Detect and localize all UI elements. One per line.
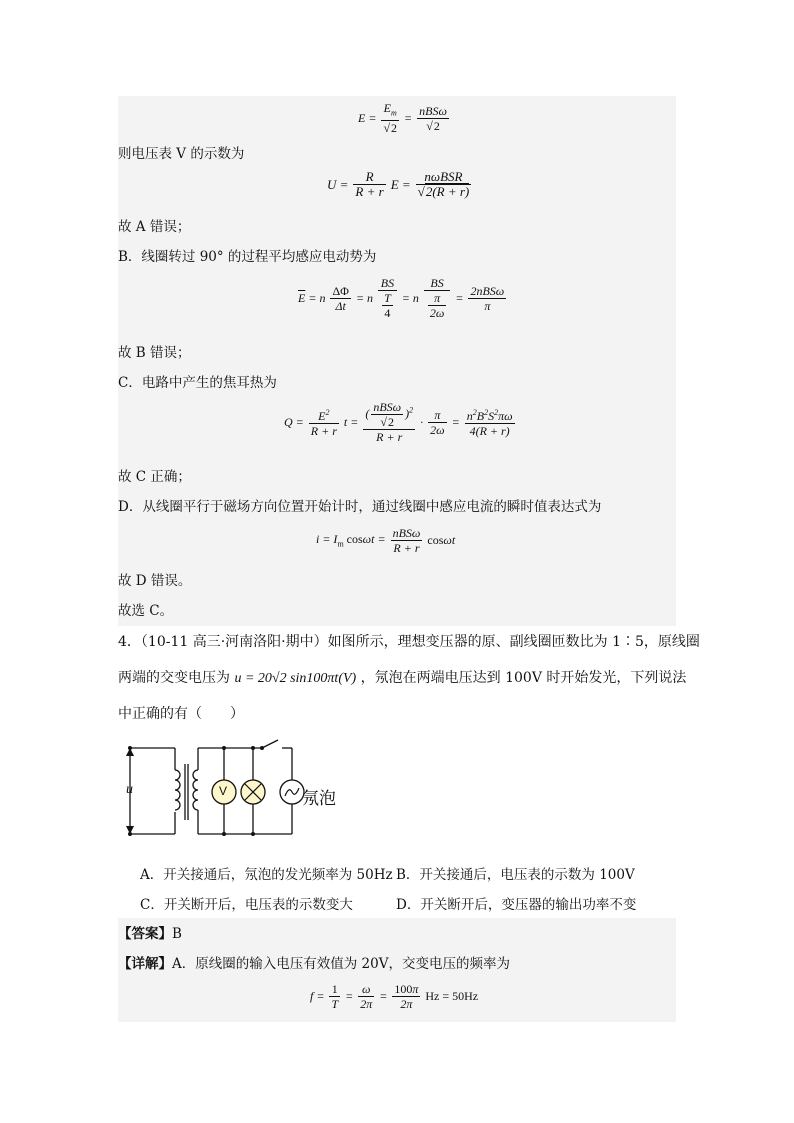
- formula-average-emf: $\overline{E}$ = n $\frac{\Delta\Phi}{\Delta t}$ = n $\frac{BS}{\frac{T}{4}}$ = n $\frac{BS}{\frac{\pi}{2\omega}}$ = $\frac{\text{2nBSω}}{\pi}$: [298, 276, 505, 320]
- answer-line: [118, 925, 182, 943]
- choose-text: 故选 C。: [118, 603, 174, 619]
- question-line-1: 4．（10-11 高三·河南洛阳·期中）如图所示，理想变压器的原、副线圈匝数比为 1∶5，原线圈: [118, 634, 700, 650]
- option-d: D．开关断开后，变压器的输出功率不变: [396, 897, 637, 913]
- option-b: B．开关接通后，电压表的示数为 100V: [396, 867, 635, 883]
- figure-neon-label: 氖泡: [302, 789, 336, 809]
- formula-E-effective: E = $\frac{E_m}{√2}$ = $\frac{\text{nBSω}}{√2}$: [358, 101, 447, 136]
- detail-line: [118, 955, 510, 973]
- formula-frequency: f = $\frac{1}{T}$ = $\frac{\omega}{2\pi}$ = $\frac{100\pi}{2\pi}$ Hz = 50Hz: [310, 982, 479, 1011]
- figure-voltmeter-label: V: [219, 784, 228, 798]
- question-line-2-pre: 两端的交变电压为: [118, 670, 230, 686]
- question-line-2: [118, 668, 686, 689]
- detail-label: 【详解】: [118, 956, 172, 972]
- formula-U: U = $\frac{R}{R + r}$ E = $\frac{\text{nωBSR}}{√2(R + r)}$: [327, 169, 470, 199]
- formula-joule-heat: Q = $\frac{E^2}{R + r}$ t = ( $\frac{\text{nBSω}}{√2}$ )$^2$ R + r · $\frac{\pi}{2\omega}$ = $\frac{n^2B^2S^2\pi\omega}{4(R + r)}$: [284, 400, 513, 444]
- formula-instant-current: $i = I_m$ cosωt = $\frac{\text{nBSω}}{R + r}$ cosωt: [316, 526, 456, 555]
- question-line-2-post: ，氖泡在两端电压达到 100V 时开始发光，下列说法: [360, 670, 687, 686]
- answer-label: 【答案】: [118, 926, 172, 942]
- d-intro-text: D．从线圈平行于磁场方向位置开始计时，通过线圈中感应电流的瞬时值表达式为: [118, 499, 602, 515]
- voltmeter-intro-text: 则电压表 V 的示数为: [118, 146, 245, 162]
- answer-value: B: [172, 926, 182, 942]
- d-wrong-text: 故 D 错误。: [118, 573, 192, 589]
- b-intro-text: B．线圈转过 90° 的过程平均感应电动势为: [118, 249, 377, 265]
- c-right-text: 故 C 正确；: [118, 469, 191, 485]
- b-wrong-text: 故 B 错误；: [118, 345, 191, 361]
- a-wrong-text: 故 A 错误；: [118, 219, 191, 235]
- question-line-3: 中正确的有（ ）: [118, 706, 244, 722]
- option-a: A．开关接通后，氖泡的发光频率为 50Hz: [140, 867, 393, 883]
- c-intro-text: C．电路中产生的焦耳热为: [118, 375, 277, 391]
- question-formula-u: u = 20√2 sin100πt(V): [234, 671, 357, 686]
- figure-u-label: u: [126, 782, 133, 797]
- option-c: C．开关断开后，电压表的示数变大: [140, 897, 353, 913]
- detail-text: A．原线圈的输入电压有效值为 20V，交变电压的频率为: [172, 956, 510, 972]
